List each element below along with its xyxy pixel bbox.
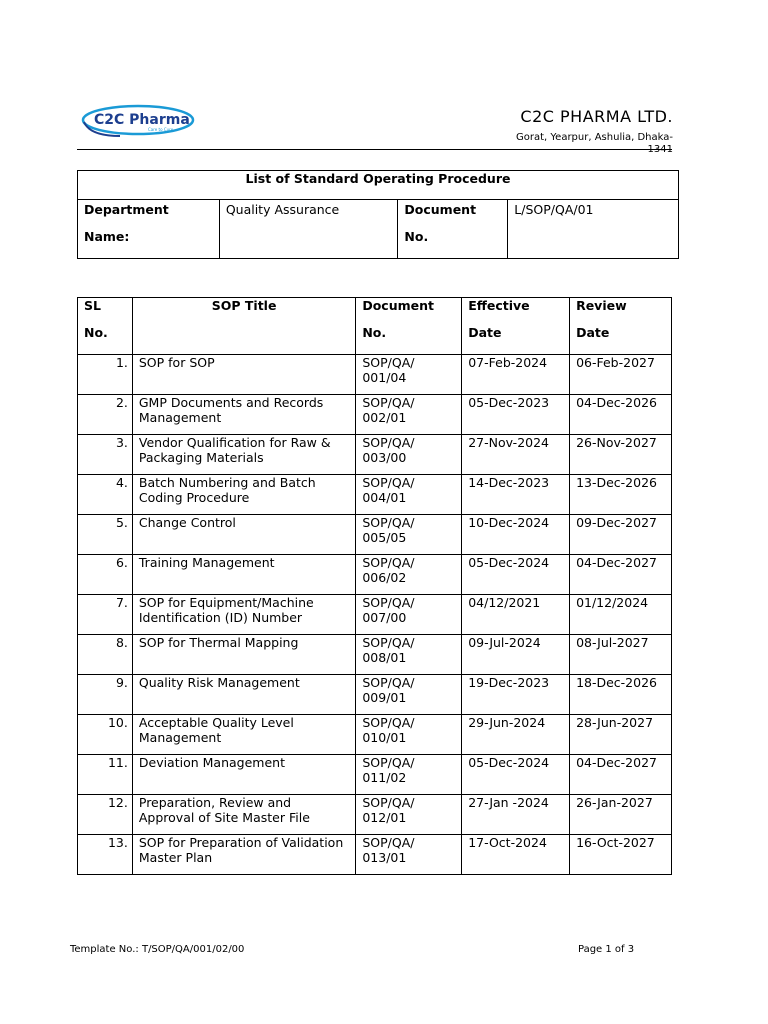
- review-cell: 04-Dec-2026: [570, 395, 672, 435]
- template-number: Template No.: T/SOP/QA/001/02/00: [70, 944, 245, 955]
- table-row: [78, 355, 672, 395]
- review-cell: 09-Dec-2027: [570, 515, 672, 555]
- title-cell: GMP Documents and Records Management: [132, 395, 355, 435]
- logo-tagline: Care to Cure: [148, 127, 174, 132]
- doc-cell: SOP/QA/ 003/00: [356, 435, 462, 475]
- review-cell: 18-Dec-2026: [570, 675, 672, 715]
- doc-cell: SOP/QA/ 011/02: [356, 755, 462, 795]
- review-cell: 04-Dec-2027: [570, 555, 672, 595]
- sop-list-table: [77, 297, 672, 875]
- effective-cell: 27-Nov-2024: [462, 435, 570, 475]
- doc-cell: SOP/QA/ 006/02: [356, 555, 462, 595]
- doc-cell: SOP/QA/ 008/01: [356, 635, 462, 675]
- document-no-label: [398, 200, 508, 259]
- review-cell: 13-Dec-2026: [570, 475, 672, 515]
- document-info-table: [77, 170, 679, 259]
- header-eff-line1: Effective: [468, 298, 530, 313]
- document-no-label-line1: Document: [404, 202, 477, 217]
- title-cell: SOP for SOP: [132, 355, 355, 395]
- doc-cell: SOP/QA/ 001/04: [356, 355, 462, 395]
- logo-text: C2C Pharma: [94, 112, 190, 128]
- table-row: [78, 435, 672, 475]
- header-doc-line2: No.: [362, 325, 387, 340]
- sl-cell: 7.: [78, 595, 133, 635]
- header-sl: [78, 298, 133, 355]
- doc-cell: SOP/QA/ 005/05: [356, 515, 462, 555]
- table-row: [78, 835, 672, 875]
- effective-cell: 05-Dec-2023: [462, 395, 570, 435]
- table-row: [78, 395, 672, 435]
- table-row: [78, 475, 672, 515]
- sl-cell: 12.: [78, 795, 133, 835]
- company-address: Gorat, Yearpur, Ashulia, Dhaka-1341: [516, 132, 673, 155]
- title-cell: SOP for Equipment/Machine Identification (ID) Number: [132, 595, 355, 635]
- title-cell: SOP for Preparation of Validation Master Plan: [132, 835, 355, 875]
- title-cell: Change Control: [132, 515, 355, 555]
- sl-cell: 8.: [78, 635, 133, 675]
- document-no-label-line2: No.: [404, 229, 429, 244]
- header-effective-date: [462, 298, 570, 355]
- review-cell: 28-Jun-2027: [570, 715, 672, 755]
- sl-cell: 3.: [78, 435, 133, 475]
- effective-cell: 07-Feb-2024: [462, 355, 570, 395]
- title-cell: Deviation Management: [132, 755, 355, 795]
- table-row: [78, 715, 672, 755]
- sl-cell: 4.: [78, 475, 133, 515]
- effective-cell: 10-Dec-2024: [462, 515, 570, 555]
- header-eff-line2: Date: [468, 325, 502, 340]
- sl-cell: 11.: [78, 755, 133, 795]
- header-rev-line1: Review: [576, 298, 627, 313]
- header-rev-line2: Date: [576, 325, 610, 340]
- sl-cell: 1.: [78, 355, 133, 395]
- header-review-date: [570, 298, 672, 355]
- sl-cell: 10.: [78, 715, 133, 755]
- doc-cell: SOP/QA/ 004/01: [356, 475, 462, 515]
- page-number: Page 1 of 3: [578, 944, 635, 955]
- table-row: [78, 515, 672, 555]
- sl-cell: 6.: [78, 555, 133, 595]
- table-row: [78, 635, 672, 675]
- header-sl-line2: No.: [84, 325, 108, 340]
- review-cell: 26-Jan-2027: [570, 795, 672, 835]
- department-value: Quality Assurance: [219, 200, 398, 259]
- title-cell: Quality Risk Management: [132, 675, 355, 715]
- table-row: [78, 595, 672, 635]
- review-cell: 08-Jul-2027: [570, 635, 672, 675]
- header-document-no: [356, 298, 462, 355]
- header-divider: [77, 149, 672, 150]
- doc-cell: SOP/QA/ 013/01: [356, 835, 462, 875]
- table-row: [78, 755, 672, 795]
- effective-cell: 27-Jan -2024: [462, 795, 570, 835]
- doc-cell: SOP/QA/ 009/01: [356, 675, 462, 715]
- department-label: [78, 200, 220, 259]
- review-cell: 04-Dec-2027: [570, 755, 672, 795]
- effective-cell: 17-Oct-2024: [462, 835, 570, 875]
- company-name: C2C PHARMA LTD.: [520, 107, 673, 126]
- sl-cell: 13.: [78, 835, 133, 875]
- doc-cell: SOP/QA/ 007/00: [356, 595, 462, 635]
- title-cell: Batch Numbering and Batch Coding Procedure: [132, 475, 355, 515]
- effective-cell: 19-Dec-2023: [462, 675, 570, 715]
- review-cell: 01/12/2024: [570, 595, 672, 635]
- table-row: [78, 555, 672, 595]
- effective-cell: 14-Dec-2023: [462, 475, 570, 515]
- title-cell: Acceptable Quality Level Management: [132, 715, 355, 755]
- table-row: [78, 675, 672, 715]
- document-title: List of Standard Operating Procedure: [78, 171, 679, 200]
- doc-cell: SOP/QA/ 010/01: [356, 715, 462, 755]
- effective-cell: 05-Dec-2024: [462, 555, 570, 595]
- sop-table-header: [78, 298, 672, 355]
- doc-cell: SOP/QA/ 012/01: [356, 795, 462, 835]
- company-logo: [80, 100, 198, 140]
- sl-cell: 2.: [78, 395, 133, 435]
- effective-cell: 04/12/2021: [462, 595, 570, 635]
- title-cell: Vendor Qualification for Raw & Packaging Materials: [132, 435, 355, 475]
- review-cell: 26-Nov-2027: [570, 435, 672, 475]
- effective-cell: 09-Jul-2024: [462, 635, 570, 675]
- sl-cell: 5.: [78, 515, 133, 555]
- table-row: [78, 795, 672, 835]
- header-sl-line1: SL: [84, 298, 101, 313]
- header-sop-title: SOP Title: [132, 298, 355, 355]
- title-cell: SOP for Thermal Mapping: [132, 635, 355, 675]
- title-cell: Preparation, Review and Approval of Site Master File: [132, 795, 355, 835]
- header-doc-line1: Document: [362, 298, 434, 313]
- c2c-logo-icon: [80, 100, 198, 140]
- review-cell: 06-Feb-2027: [570, 355, 672, 395]
- department-label-line2: Name:: [84, 229, 130, 244]
- title-cell: Training Management: [132, 555, 355, 595]
- doc-cell: SOP/QA/ 002/01: [356, 395, 462, 435]
- sl-cell: 9.: [78, 675, 133, 715]
- review-cell: 16-Oct-2027: [570, 835, 672, 875]
- effective-cell: 05-Dec-2024: [462, 755, 570, 795]
- effective-cell: 29-Jun-2024: [462, 715, 570, 755]
- department-label-line1: Department: [84, 202, 169, 217]
- document-no-value: L/SOP/QA/01: [508, 200, 679, 259]
